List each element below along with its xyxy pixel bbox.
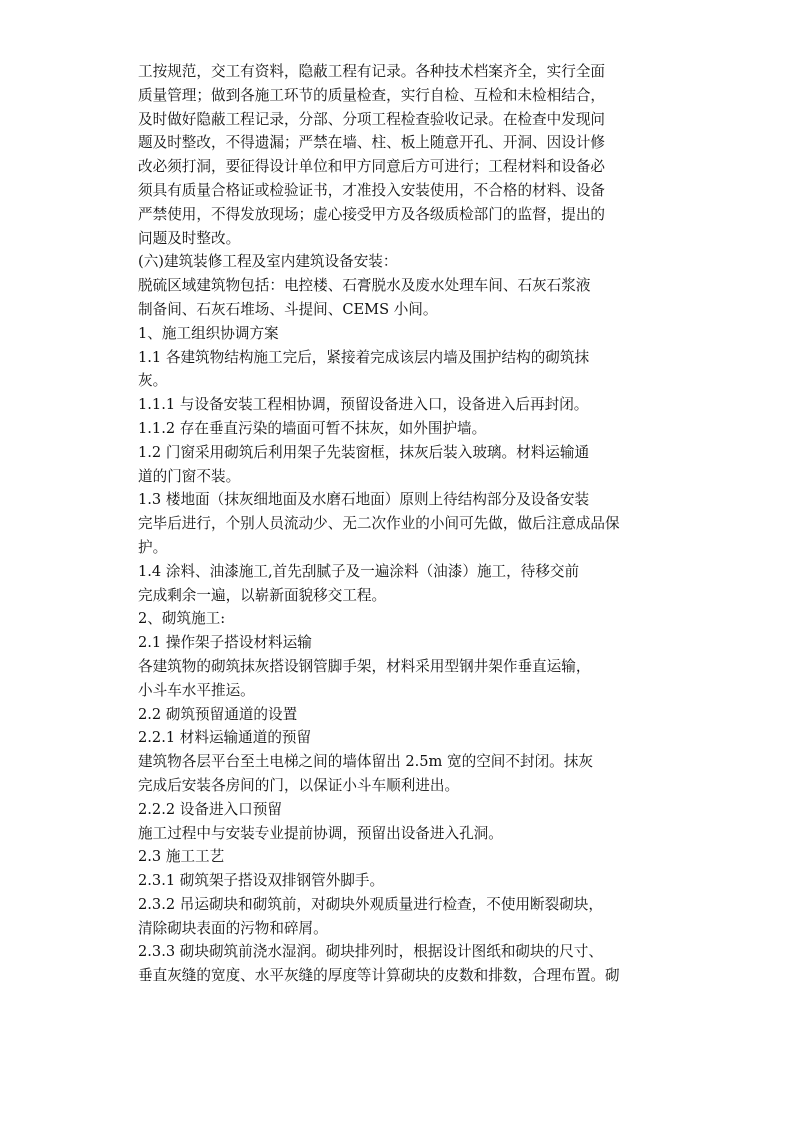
text-line: 2.3.3 砌块砌筑前浇水湿润。砌块排列时，根据设计图纸和砌块的尺寸、	[138, 943, 603, 961]
body-text	[138, 60, 668, 988]
text-line: 护。	[138, 538, 168, 556]
section-heading: 1、施工组织协调方案	[138, 324, 279, 342]
text-line: 1.2 门窗采用砌筑后利用架子先装窗框，抹灰后装入玻璃。材料运输通	[138, 443, 590, 461]
text-line: 各建筑物的砌筑抹灰搭设钢管脚手架，材料采用型钢井架作垂直运输，	[138, 657, 591, 675]
text-line: 工按规范，交工有资料，隐蔽工程有记录。各种技术档案齐全，实行全面	[138, 63, 606, 80]
text-line: 制备间、石灰石堆场、斗提间、CEMS 小间。	[138, 300, 438, 318]
text-line: 1.1 各建筑物结构施工完后，紧接着完成该层内墙及围护结构的砌筑抹	[138, 348, 590, 366]
text-line: 问题及时整改。	[138, 229, 241, 247]
text-line: 脱硫区域建筑物包括：电控楼、石膏脱水及废水处理车间、石灰石浆液	[138, 277, 591, 295]
text-line: 完成剩余一遍，以崭新面貌移交工程。	[138, 586, 387, 604]
subsection-heading: 2.2.1 材料运输通道的预留	[138, 729, 312, 747]
text-line: 题及时整改，不得遗漏；严禁在墙、柱、板上随意开孔、开洞、因设计修	[138, 134, 606, 152]
text-line: 完毕后进行，个别人员流动少、无二次作业的小间可先做，做后注意成品保	[138, 515, 620, 533]
text-line: 及时做好隐蔽工程记录，分部、分项工程检查验收记录。在检查中发现问	[138, 110, 606, 128]
text-line: 灰。	[138, 372, 168, 390]
text-line: 改必须打洞，要征得设计单位和甲方同意后方可进行；工程材料和设备必	[138, 158, 606, 176]
text-line: 1.1.1 与设备安装工程相协调，预留设备进入口，设备进入后再封闭。	[138, 396, 589, 414]
subsection-heading: 2.3 施工工艺	[138, 848, 225, 866]
text-line: 完成后安装各房间的门，以保证小斗车顺利进出。	[138, 776, 460, 794]
text-line: 清除砌块表面的污物和碎屑。	[138, 919, 328, 937]
section-heading: (六)建筑装修工程及室内建筑设备安装：	[138, 253, 398, 271]
text-line: 2.3.2 吊运砌块和砌筑前，对砌块外观质量进行检查，不使用断裂砌块，	[138, 895, 603, 913]
text-line: 1.4 涂料、油漆施工,首先刮腻子及一遍涂料（油漆）施工，待移交前	[138, 562, 580, 580]
text-line: 道的门窗不装。	[138, 467, 241, 485]
text-line: 小斗车水平推运。	[138, 681, 255, 699]
subsection-heading: 2.1 操作架子搭设材料运输	[138, 634, 312, 652]
text-line: 质量管理；做到各施工环节的质量检查，实行自检、互检和未检相结合，	[138, 86, 606, 104]
section-heading: 2、砌筑施工:	[138, 610, 226, 628]
text-line: 施工过程中与安装专业提前协调，预留出设备进入孔洞。	[138, 824, 503, 842]
text-line: 须具有质量合格证或检验证书，才准投入安装使用，不合格的材料、设备	[138, 181, 606, 199]
text-line: 垂直灰缝的宽度、水平灰缝的厚度等计算砌块的皮数和排数，合理布置。砌	[138, 967, 620, 985]
text-line: 1.3 楼地面（抹灰细地面及水磨石地面）原则上待结构部分及设备安装	[138, 491, 590, 509]
subsection-heading: 2.2 砌筑预留通道的设置	[138, 705, 298, 723]
text-line: 严禁使用，不得发放现场；虚心接受甲方及各级质检部门的监督，提出的	[138, 205, 606, 223]
text-line: 2.3.1 砌筑架子搭设双排钢管外脚手。	[138, 872, 385, 890]
text-line: 建筑物各层平台至土电梯之间的墙体留出 2.5m 宽的空间不封闭。抹灰	[138, 753, 593, 771]
subsection-heading: 2.2.2 设备进入口预留	[138, 800, 282, 818]
text-line: 1.1.2 存在垂直污染的墙面可暂不抹灰，如外围护墙。	[138, 419, 487, 437]
